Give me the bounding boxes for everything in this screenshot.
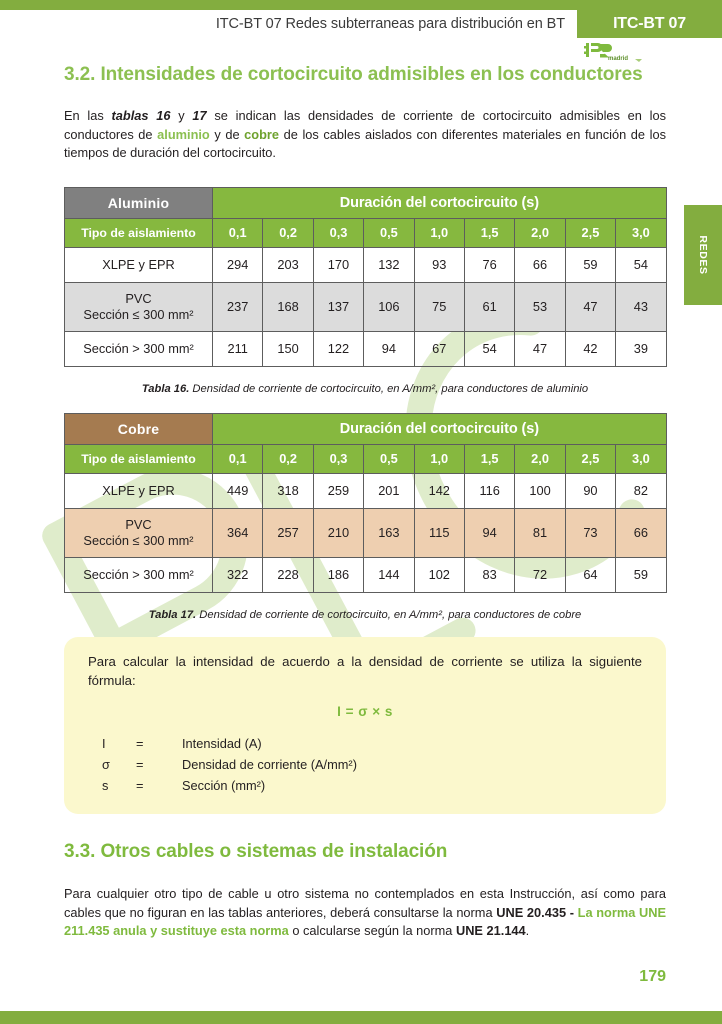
aluminium-row-2-val-1: 150 [263,331,313,366]
copper-row-1-label [65,508,213,557]
aluminium-row-1-val-4: 75 [414,282,464,331]
highlight-aluminio: aluminio [157,126,210,142]
aluminium-row-2-val-5: 54 [464,331,514,366]
table-row-header-top [65,187,667,218]
page-number: 179 [639,968,666,985]
table-row [65,282,667,331]
copper-row-1-val-6: 81 [515,508,565,557]
page-content [64,62,666,941]
copper-row-0-val-6: 100 [515,473,565,508]
ref-une-20435: UNE 20.435 - [496,904,578,920]
copper-row-2-val-6: 72 [515,557,565,592]
legend-definition-1: Densidad de corriente (A/mm²) [182,757,357,773]
aluminium-time-1: 0,2 [263,218,313,247]
copper-row-2-val-3: 144 [364,557,414,592]
aluminium-time-4: 1,0 [414,218,464,247]
intro-conjunction: y [170,108,193,124]
legend-equals-1: = [136,757,144,773]
legend-definition-2: Sección (mm²) [182,778,266,794]
copper-duration-header: Duración del cortocircuito (s) [213,413,667,444]
aluminium-metal-header: Aluminio [65,187,213,218]
aluminium-row-0-val-0: 294 [213,247,263,282]
copper-time-8: 3,0 [616,444,667,473]
formula-equation: I = σ × s [337,704,393,720]
aluminium-row-0-val-1: 203 [263,247,313,282]
table-row [65,508,667,557]
copper-row-0-label: XLPE y EPR [65,473,213,508]
intro-text-part-1: En las [64,108,112,124]
section-3-3-paragraph [64,885,666,941]
legend-symbol-1: σ [102,757,110,773]
table-16-caption-text: Densidad de corriente de cortocircuito, en A/mm², para conductores de aluminio [189,382,589,395]
aluminium-row-1-label-line1: PVC [125,290,152,306]
aluminium-duration-header: Duración del cortocircuito (s) [213,187,667,218]
copper-time-1: 0,2 [263,444,313,473]
copper-row-1-val-7: 73 [565,508,615,557]
aluminium-row-2-val-6: 47 [515,331,565,366]
copper-time-4: 1,0 [414,444,464,473]
aluminium-row-1-val-7: 47 [565,282,615,331]
aluminium-row-0-val-4: 93 [414,247,464,282]
copper-row-0-val-7: 90 [565,473,615,508]
aluminium-row-0-label: XLPE y EPR [65,247,213,282]
formula-callout-box [64,637,666,814]
aluminium-row-1-label [65,282,213,331]
aluminium-row-1-val-8: 43 [616,282,667,331]
table-row-header-times [65,444,667,473]
aluminium-row-1-val-1: 168 [263,282,313,331]
page-bottom-accent-bar [0,1011,722,1024]
copper-row-0-val-2: 259 [313,473,363,508]
copper-row-1-label-line1: PVC [125,516,152,532]
legend-symbol-2: s [102,778,109,794]
aluminium-row-0-val-2: 170 [313,247,363,282]
copper-row-0-val-4: 142 [414,473,464,508]
copper-row-0-val-3: 201 [364,473,414,508]
aluminium-time-5: 1,5 [464,218,514,247]
copper-row-1-val-2: 210 [313,508,363,557]
aluminium-row-2-label: Sección > 300 mm² [65,331,213,366]
table-row [65,557,667,592]
table-row-header-times [65,218,667,247]
ref-tabla-16: tablas 16 [111,108,171,124]
table-row [65,331,667,366]
ref-une-21144: UNE 21.144 [455,923,526,939]
side-index-tab-label: REDES [697,235,709,275]
copper-time-5: 1,5 [464,444,514,473]
copper-row-1-val-8: 66 [616,508,667,557]
list-item [102,754,357,775]
copper-isolation-header: Tipo de aislamiento [65,444,213,473]
aluminium-row-0-val-3: 132 [364,247,414,282]
aluminium-row-1-val-5: 61 [464,282,514,331]
aluminium-row-1-label-line2: Sección ≤ 300 mm² [83,306,194,322]
copper-row-2-val-4: 102 [414,557,464,592]
copper-row-1-val-0: 364 [213,508,263,557]
table-row [65,473,667,508]
aluminium-row-2-val-2: 122 [313,331,363,366]
table-17-caption-label: Tabla 17. [148,608,197,621]
section-title-3-3: 3.3. Otros cables o sistemas de instalación [64,841,448,863]
table-aluminium [64,187,667,367]
itc-code-tab: ITC-BT 07 [577,10,722,38]
copper-time-0: 0,1 [213,444,263,473]
copper-row-0-val-8: 82 [616,473,667,508]
aluminium-time-3: 0,5 [364,218,414,247]
plc-madrid-logo [583,41,645,63]
aluminium-time-8: 3,0 [616,218,667,247]
copper-row-2-val-0: 322 [213,557,263,592]
running-header-title: ITC-BT 07 Redes subterraneas para distribución en BT [215,16,565,32]
s33-text-part-1: Para cualquier otro tipo de cable u otro sistema no contemplados en esta Instrucción, así como para cables que no figuran en las tablas anteriores, deberá consultarse la norma [64,886,666,920]
copper-row-1-val-5: 94 [464,508,514,557]
aluminium-row-1-val-2: 137 [313,282,363,331]
copper-time-2: 0,3 [313,444,363,473]
table-17-caption [64,609,666,621]
legend-definition-0: Intensidad (A) [182,736,262,752]
list-item [102,775,357,796]
svg-text:madrid: madrid [608,56,629,62]
list-item [102,733,357,754]
table-17-caption-text: Densidad de corriente de cortocircuito, en A/mm², para conductores de cobre [196,608,582,621]
legend-equals-2: = [136,778,144,794]
section-3-2-intro-paragraph [64,107,666,163]
aluminium-row-2-val-3: 94 [364,331,414,366]
copper-row-1-val-1: 257 [263,508,313,557]
legend-symbol-0: I [102,736,106,752]
table-row-header-top [65,413,667,444]
s33-text-part-2: o calcularse según la norma [288,923,456,939]
table-16-caption [64,383,666,395]
section-title-3-2: 3.2. Intensidades de cortocircuito admisibles en los conductores [64,64,643,85]
copper-row-1-val-3: 163 [364,508,414,557]
aluminium-row-2-val-8: 39 [616,331,667,366]
copper-row-2-val-1: 228 [263,557,313,592]
copper-row-2-label: Sección > 300 mm² [65,557,213,592]
s33-text-part-3: . [525,923,530,939]
aluminium-row-0-val-8: 54 [616,247,667,282]
aluminium-time-7: 2,5 [565,218,615,247]
copper-row-0-val-5: 116 [464,473,514,508]
intro-conjunction-2: y de [209,126,245,142]
aluminium-row-0-val-6: 66 [515,247,565,282]
copper-metal-header: Cobre [65,413,213,444]
aluminium-row-0-val-7: 59 [565,247,615,282]
legend-equals-0: = [136,736,144,752]
running-header [0,10,722,38]
highlight-cobre: cobre [244,126,280,142]
ref-tabla-17: 17 [192,108,207,124]
aluminium-row-1-val-6: 53 [515,282,565,331]
formula-legend-table [102,733,357,796]
table-16-caption-label: Tabla 16. [141,382,190,395]
note-une-211435: La norma UNE 211.435 anula y sustituye esta norma [64,904,666,939]
side-index-tab[interactable] [684,205,722,305]
copper-row-1-val-4: 115 [414,508,464,557]
intro-text-part-2: se indican las densidades de corriente de cortocircuito admisibles en los conductores de [64,108,667,142]
copper-row-2-val-7: 64 [565,557,615,592]
intro-text-part-3: de los cables aislados con diferentes materiales en función de los tiempos de duración del cortocircuito. [64,126,666,161]
aluminium-isolation-header: Tipo de aislamiento [65,218,213,247]
aluminium-row-1-val-0: 237 [213,282,263,331]
aluminium-time-0: 0,1 [213,218,263,247]
page-top-accent-bar [0,0,722,10]
copper-time-7: 2,5 [565,444,615,473]
copper-row-2-val-5: 83 [464,557,514,592]
table-copper [64,413,667,593]
copper-time-3: 0,5 [364,444,414,473]
copper-row-1-label-line2: Sección ≤ 300 mm² [83,532,194,548]
copper-row-2-val-2: 186 [313,557,363,592]
aluminium-row-2-val-0: 211 [213,331,263,366]
copper-row-0-val-1: 318 [263,473,313,508]
aluminium-time-6: 2,0 [515,218,565,247]
copper-time-6: 2,0 [515,444,565,473]
aluminium-row-2-val-4: 67 [414,331,464,366]
aluminium-time-2: 0,3 [313,218,363,247]
copper-row-2-val-8: 59 [616,557,667,592]
formula-intro-text: Para calcular la intensidad de acuerdo a la densidad de corriente se utiliza la siguiente fórmula: [88,653,642,688]
aluminium-row-1-val-3: 106 [364,282,414,331]
aluminium-row-0-val-5: 76 [464,247,514,282]
aluminium-row-2-val-7: 42 [565,331,615,366]
table-row [65,247,667,282]
copper-row-0-val-0: 449 [213,473,263,508]
